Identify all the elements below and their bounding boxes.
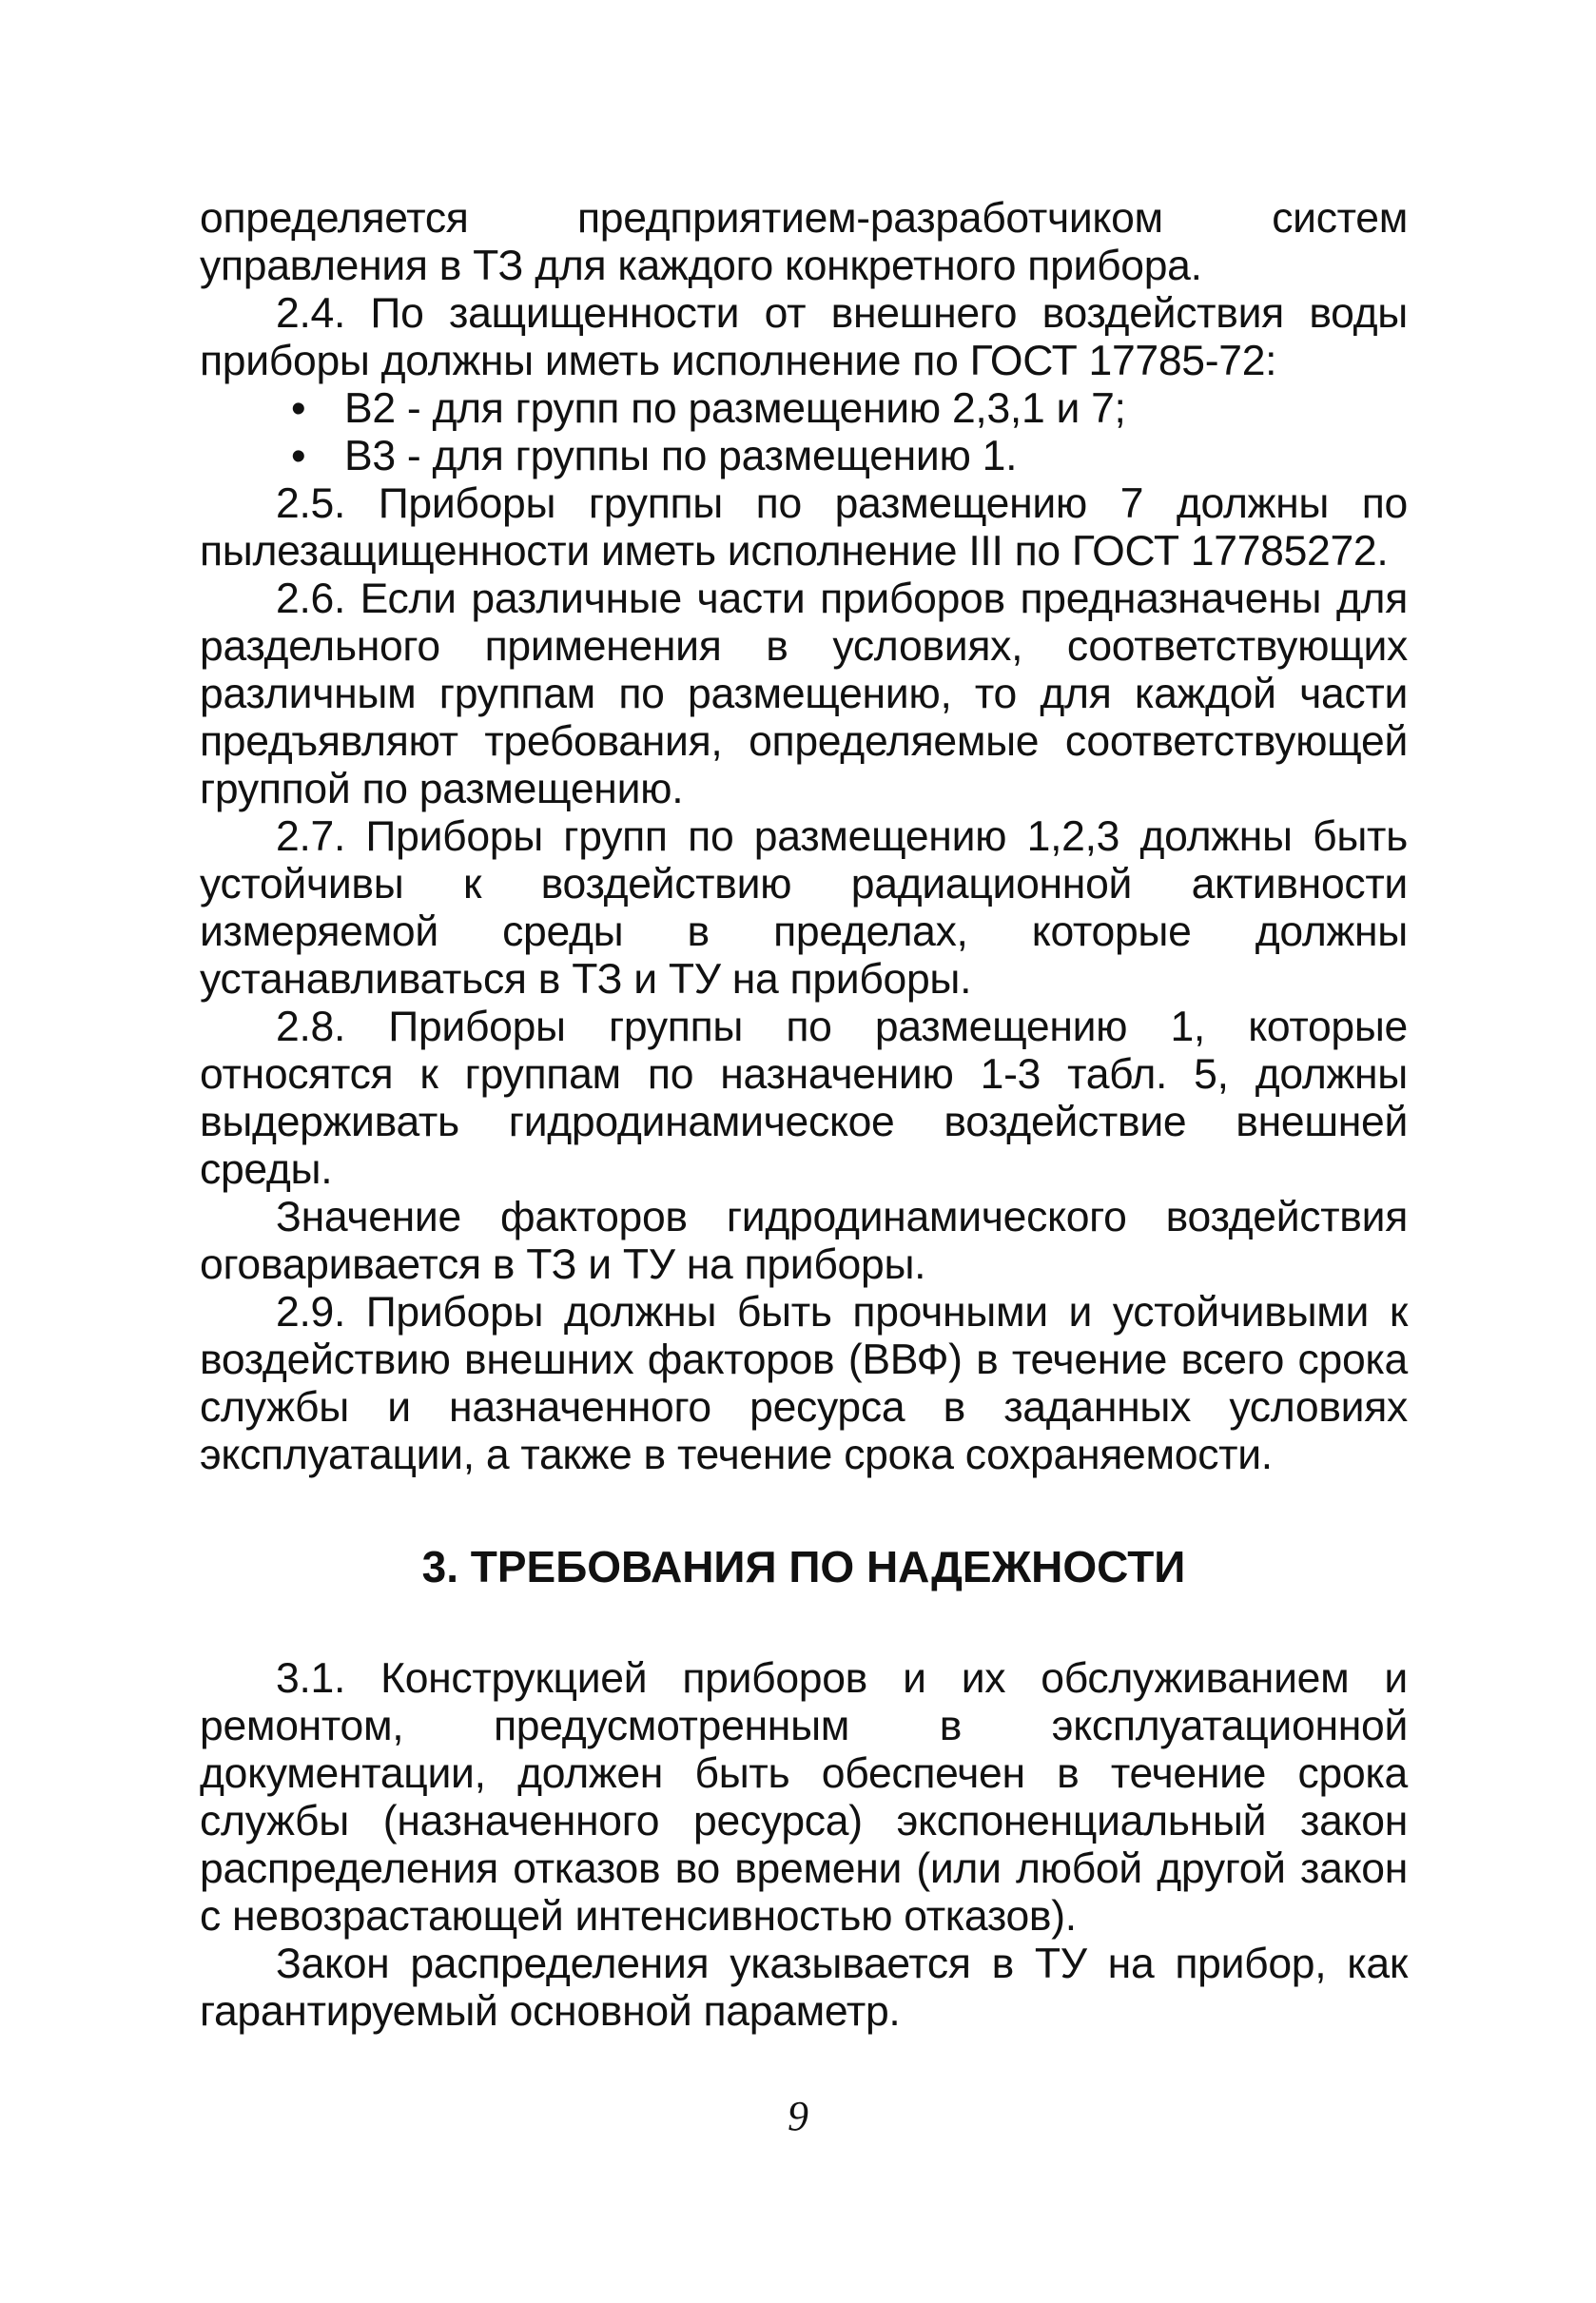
paragraph-2-7: 2.7. Приборы групп по размещению 1,2,3 должны быть устойчивы к воздействию радиационной активности измеряемой среды в пределах, которые должны устанавливаться в ТЗ и ТУ на приборы. — [200, 813, 1408, 1003]
paragraph-2-6: 2.6. Если различные части приборов предназначены для раздельного применения в условиях, соответствующих различным группам по размещению, то для каждой части предъявляют требования, определяемые соответствующей группой по размещению. — [200, 576, 1408, 812]
bullet-marker: • — [291, 433, 306, 479]
paragraph-continuation: определяется предприятием-разработчиком систем управления в ТЗ для каждого конкретного прибора. — [200, 195, 1408, 289]
page-number: 9 — [788, 2093, 808, 2139]
paragraph-2-8-factors: Значение факторов гидродинамического воздействия оговаривается в ТЗ и ТУ на приборы. — [200, 1194, 1408, 1288]
text-block-lower — [200, 1655, 1408, 2036]
paragraph-3-1: 3.1. Конструкцией приборов и их обслуживанием и ремонтом, предусмотренным в эксплуатационной документации, должен быть обеспечен в течение срока службы (назначенного ресурса) экспоненциальный закон распределения отказов во времени (или любой другой закон с невозрастающей интенсивностью отказов). — [200, 1655, 1408, 1940]
paragraph-2-9: 2.9. Приборы должны быть прочными и устойчивыми к воздействию внешних факторов (ВВФ) в течение всего срока службы и назначенного ресурса в заданных условиях эксплуатации, а также в течение срока сохраняемости. — [200, 1289, 1408, 1478]
bullet-marker: • — [291, 385, 306, 432]
text-block-upper — [200, 195, 1408, 1479]
paragraph-3-1-law: Закон распределения указывается в ТУ на прибор, как гарантируемый основной параметр. — [200, 1941, 1408, 2035]
list-item — [200, 385, 1408, 433]
paragraph-2-8: 2.8. Приборы группы по размещению 1, которые относятся к группам по назначению 1-3 табл. 5, должны выдерживать гидродинамическое воздействие внешней среды. — [200, 1004, 1408, 1193]
paragraph-2-4: 2.4. По защищенности от внешнего воздействия воды приборы должны иметь исполнение по ГОСТ 17785-72: — [200, 290, 1408, 384]
list-item-text: В3 - для группы по размещению 1. — [344, 433, 1018, 479]
list-item — [200, 433, 1408, 480]
paragraph-2-5: 2.5. Приборы группы по размещению 7 должны по пылезащищенности иметь исполнение III по ГОСТ 17785272. — [200, 480, 1408, 575]
bullet-list — [200, 385, 1408, 480]
list-item-text: В2 - для групп по размещению 2,3,1 и 7; — [344, 385, 1126, 432]
section-heading: 3. ТРЕБОВАНИЯ ПО НАДЕЖНОСТИ — [421, 1542, 1186, 1591]
